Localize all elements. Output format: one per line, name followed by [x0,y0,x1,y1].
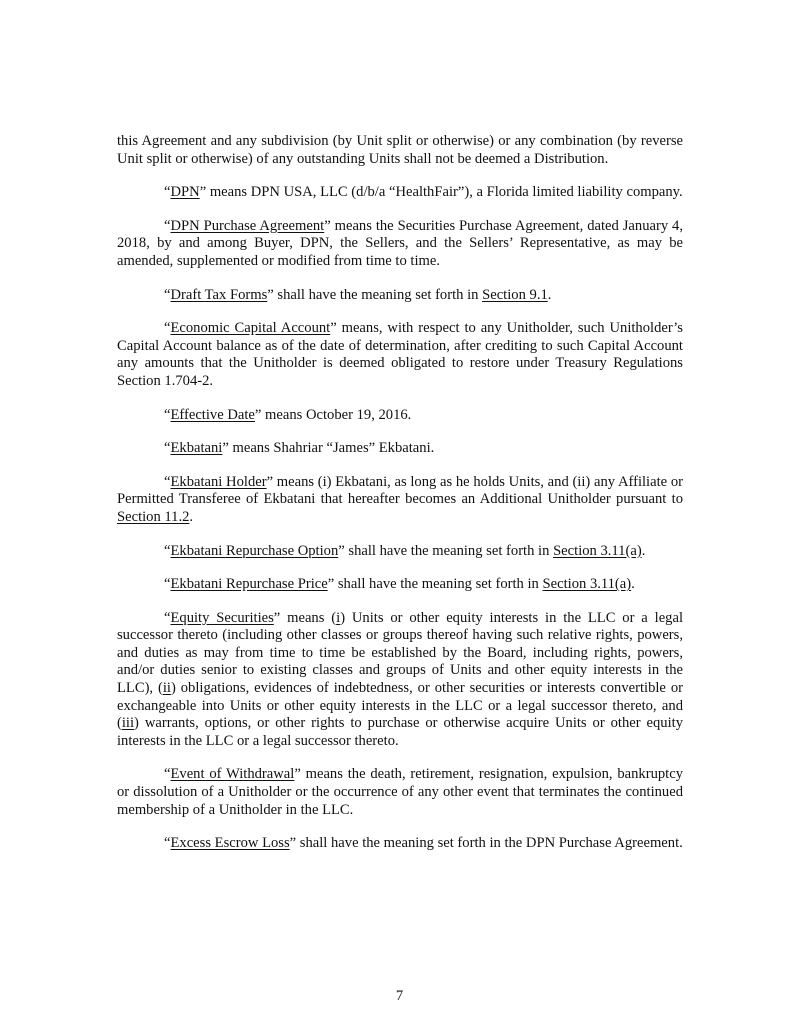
page-number: 7 [395,988,404,1004]
text-run: ” means Shahriar “James” Ekbatani. [222,440,435,457]
defined-term: ii [162,680,171,697]
text-run: “ [164,542,171,559]
text-run: ” means the Securities Purchase Agreement, dated January 4, 2018, by and among Buyer, DPN, the Sellers, and the Sellers’ Representative, as may be amended, supplemented or modified from time to time. [117,217,683,269]
definition-paragraph [117,287,683,305]
definition-paragraph [117,835,683,853]
text-run: “ [164,440,171,457]
text-run: . [547,286,552,303]
definition-paragraph [117,407,683,425]
defined-term: Draft Tax Forms [170,286,268,303]
text-run: . [631,576,635,593]
definition-paragraph [117,576,683,594]
defined-term: Section 11.2 [117,508,190,525]
defined-term: Section 9.1 [482,286,548,303]
text-run: ) Units or other equity interests in the LLC or a legal successor thereto (including other classes or groups thereof having such relative rights, powers, and duties as may from time to time be established by the Board, including rights, powers, and/or duties senior to existing classes and groups of Units and other equity interests in the LLC), ( [117,609,683,697]
defined-term: Ekbatani Repurchase Option [170,542,339,559]
definition-paragraph [117,440,683,458]
text-run: ” means DPN USA, LLC (d/b/a “HealthFair”), a Florida limited liability company. [199,184,683,201]
text-run: ” means ( [273,609,337,626]
text-run: . [189,508,194,525]
text-run: “ [164,609,171,626]
definition-paragraph [117,184,683,202]
text-run: ” means October 19, 2016. [254,406,412,423]
document-body [117,133,683,853]
defined-term: Excess Escrow Loss [170,835,290,852]
defined-term: Effective Date [170,406,255,423]
text-run: ” shall have the meaning set forth in the DPN Purchase Agreement. [289,835,683,852]
defined-term: Ekbatani Holder [170,473,267,490]
text-run: ” shall have the meaning set forth in [267,286,483,303]
text-run: . [641,542,646,559]
text-run: “ [164,286,171,303]
defined-term: Section 3.11(a) [553,542,642,559]
defined-term: DPN Purchase Agreement [170,217,325,234]
continuation-paragraph [117,133,683,168]
defined-term: DPN [170,184,200,201]
defined-term: Equity Securities [170,609,274,626]
text-run: “ [164,320,171,337]
text-run: ” shall have the meaning set forth in [327,576,543,593]
definition-paragraph [117,474,683,527]
text-run: “ [164,184,171,201]
text-run: this Agreement and any subdivision (by Unit split or otherwise) or any combination (by reverse Unit split or otherwise) of any outstanding Units shall not be deemed a Distribution. [117,133,683,167]
text-run: ” means the death, retirement, resignation, expulsion, bankruptcy or dissolution of a Unitholder or the occurrence of any other event that terminates the continued membership of a Unitholder in the LLC. [117,766,683,818]
defined-term: Section 3.11(a) [542,576,632,593]
definition-paragraph [117,543,683,561]
text-run: “ [164,835,171,852]
text-run: ” shall have the meaning set forth in [338,542,554,559]
text-run: “ [164,766,171,783]
text-run: “ [164,576,171,593]
defined-term: Ekbatani Repurchase Price [170,576,328,593]
text-run: ) obligations, evidences of indebtedness, or other securities or interests convertible or exchangeable into Units or other equity interests in the LLC or a legal successor thereto, and ( [117,680,683,732]
defined-term: Economic Capital Account [170,320,331,337]
text-run: ” means, with respect to any Unitholder, such Unitholder’s Capital Account balance as of the date of determination, after crediting to such Capital Account any amounts that the Unitholder is deemed obligated to restore under Treasury Regulations Section 1.704-2. [117,320,683,389]
definition-paragraph [117,766,683,819]
defined-term: i [336,609,341,626]
text-run: “ [164,473,171,490]
defined-term: Ekbatani [170,440,223,457]
text-run: ) warrants, options, or other rights to purchase or otherwise acquire Units or other equity interests in the LLC or a legal successor thereto. [117,715,683,749]
text-run: “ [164,406,171,423]
defined-term: iii [121,715,135,732]
definition-paragraph [117,320,683,390]
text-run: ” means (i) Ekbatani, as long as he holds Units, and (ii) any Affiliate or Permitted Transferee of Ekbatani that hereafter becomes an Additional Unitholder pursuant to [117,473,683,508]
defined-term: Event of Withdrawal [170,766,295,783]
definition-paragraph [117,218,683,271]
definition-paragraph [117,610,683,751]
text-run: “ [164,217,171,234]
